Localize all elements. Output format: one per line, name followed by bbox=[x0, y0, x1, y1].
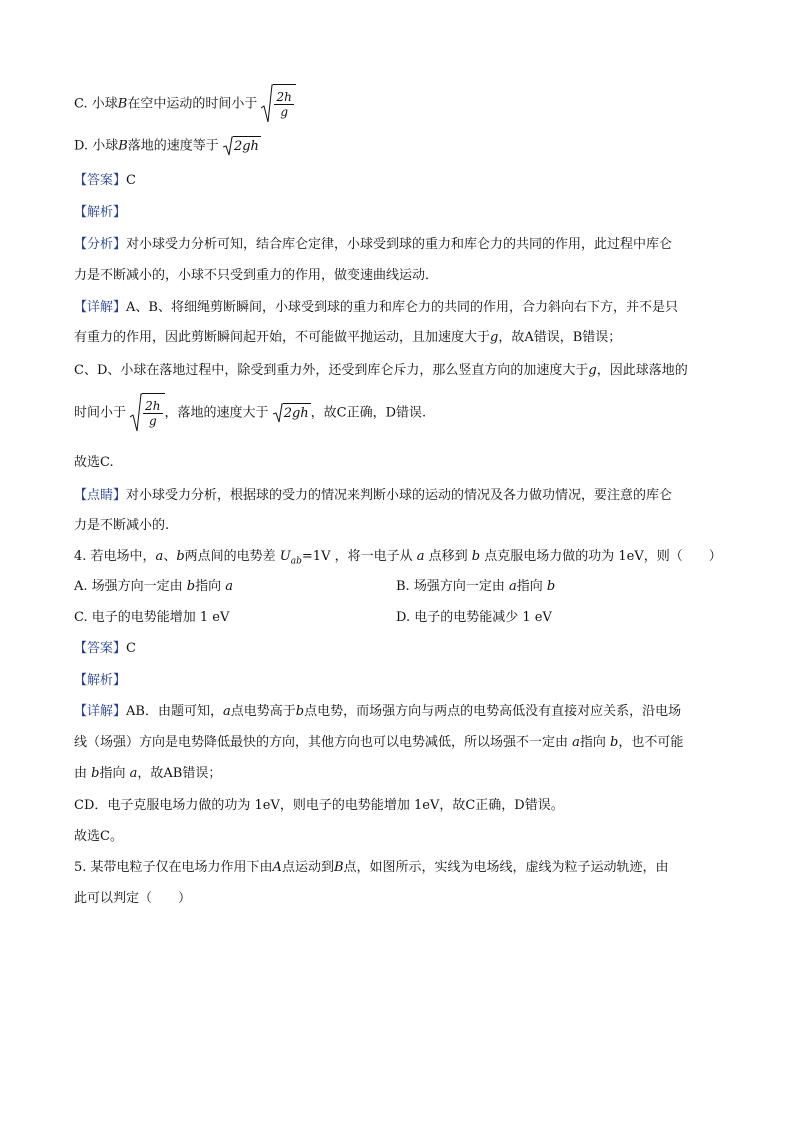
option-c-mid: 在空中运动的时间小于 bbox=[127, 96, 258, 112]
q4-stem bbox=[74, 549, 722, 570]
var-b: B bbox=[118, 138, 128, 154]
text: ，故C正确，D错误. bbox=[310, 405, 427, 421]
var-a: a bbox=[416, 549, 425, 564]
text: 指向 bbox=[516, 579, 547, 594]
sqrt-2h-over-g bbox=[261, 84, 295, 124]
q4-analysis-heading: 【解析】 bbox=[74, 673, 127, 688]
q3-xiangjie-line1 bbox=[74, 300, 678, 316]
q4-xiangjie-line3 bbox=[74, 766, 221, 782]
text: 点克服电场力做的功为 1eV，则（ ） bbox=[480, 549, 722, 564]
q4-conclusion: 故选C。 bbox=[74, 829, 123, 844]
radicand-text: 2gh bbox=[233, 138, 259, 154]
var: a bbox=[572, 735, 580, 750]
q3-fenxi-line1 bbox=[74, 237, 672, 253]
xiangjie-label: 【详解】 bbox=[74, 704, 127, 719]
text: C、D、小球在落地过程中，除受到重力外，还受到库仑斥力，那么竖直方向的加速度大于 bbox=[74, 363, 589, 378]
q3-option-c bbox=[74, 84, 296, 124]
q3-fenxi-line2: 力是不断减小的，小球不只受到重力的作用，做变速曲线运动． bbox=[74, 268, 439, 283]
q4-xiangjie-line4: CD．电子克服电场力做的功为 1eV，则电子的电势能增加 1eV，故C正确，D错误。 bbox=[74, 798, 564, 813]
q3-dianjing-line2: 力是不断减小的. bbox=[74, 518, 170, 533]
q4-xiangjie-line1 bbox=[74, 704, 681, 720]
var-a: A bbox=[272, 860, 282, 875]
q4-xiangjie-line2 bbox=[74, 735, 683, 751]
answer-label: 【答案】 bbox=[74, 641, 127, 656]
q3-dianjing-line1 bbox=[74, 488, 672, 504]
text: ，故A错误，B错误； bbox=[498, 330, 622, 345]
frac-num: 2h bbox=[276, 90, 292, 104]
var-g: g bbox=[588, 363, 597, 378]
option-c-text: C. 小球 bbox=[74, 96, 118, 112]
var: a bbox=[129, 766, 138, 781]
answer-value: C bbox=[126, 641, 136, 656]
var-b: B bbox=[117, 96, 128, 112]
var-g: g bbox=[490, 330, 499, 345]
q3-xiangjie-line2 bbox=[74, 330, 621, 346]
text: ，落地的速度大于 bbox=[164, 405, 269, 421]
q3-answer bbox=[74, 173, 136, 189]
text: 4. 若电场中， bbox=[74, 549, 156, 564]
xiangjie-text: A、B、将细绳剪断瞬间，小球受到球的重力和库仑力的共同的作用，合力斜向右下方，并不是只 bbox=[126, 300, 678, 315]
sqrt-2h-over-g bbox=[130, 393, 164, 433]
dianjing-text: 对小球受力分析，根据球的受力的情况来判断小球的运动的情况及各力做功情况，要注意的库仑 bbox=[126, 488, 673, 503]
xiangjie-label: 【详解】 bbox=[74, 300, 127, 315]
text: 5. 某带电粒子仅在电场力作用下由 bbox=[74, 860, 273, 875]
text: AB．由题可知， bbox=[126, 704, 223, 719]
dianjing-label: 【点睛】 bbox=[74, 488, 127, 503]
var-b: b bbox=[471, 549, 481, 564]
fenxi-label: 【分析】 bbox=[74, 237, 127, 252]
var: a bbox=[222, 704, 231, 719]
q4-answer bbox=[74, 641, 136, 657]
text: ，故AB错误； bbox=[137, 766, 222, 781]
text: 有重力的作用，因此剪断瞬间起开始，不可能做平抛运动，且加速度大于 bbox=[74, 330, 491, 345]
answer-value: C bbox=[126, 173, 136, 188]
sqrt-2gh bbox=[223, 136, 261, 156]
option-d-text: D. 小球 bbox=[74, 138, 119, 154]
text: ，因此球落地的 bbox=[596, 363, 688, 378]
q3-xiangjie-line3 bbox=[74, 363, 688, 379]
q3-analysis-heading: 【解析】 bbox=[74, 205, 127, 220]
frac-den: g bbox=[149, 414, 157, 428]
var: b bbox=[610, 735, 619, 750]
var-b: B bbox=[333, 860, 344, 875]
text: 指向 bbox=[195, 579, 226, 594]
var-b: b bbox=[176, 549, 185, 564]
text: 、 bbox=[163, 549, 177, 564]
frac-num: 2h bbox=[145, 399, 161, 413]
frac-den: g bbox=[280, 105, 288, 119]
q4-option-c: C. 电子的电势能增加 1 eV bbox=[74, 610, 230, 625]
text: 点电势，而场强方向与两点的电势高低没有直接对应关系，沿电场 bbox=[304, 704, 682, 719]
q4-option-a bbox=[74, 579, 233, 595]
fenxi-text: 对小球受力分析可知，结合库仑定律，小球受到球的重力和库仑力的共同的作用，此过程中库仑 bbox=[126, 237, 673, 252]
var-u: U bbox=[279, 549, 291, 564]
var: b bbox=[186, 579, 196, 594]
var-a: a bbox=[155, 549, 164, 564]
text: 点移到 bbox=[424, 549, 472, 564]
text: 点电势高于 bbox=[230, 704, 296, 719]
text: 时间小于 bbox=[74, 405, 127, 421]
var: a bbox=[508, 579, 517, 594]
text: 点，如图所示，实线为电场线，虚线为粒子运动轨迹，由 bbox=[343, 860, 669, 875]
var: b bbox=[91, 766, 100, 781]
text: 点运动到 bbox=[281, 860, 334, 875]
q5-stem-line1 bbox=[74, 860, 669, 876]
text: =1V ，将一电子从 bbox=[301, 549, 417, 564]
var: b bbox=[295, 704, 305, 719]
text: 由 bbox=[74, 766, 92, 781]
text: B. 场强方向一定由 bbox=[396, 579, 509, 594]
text: ，也不可能 bbox=[618, 735, 684, 750]
text: 指向 bbox=[579, 735, 611, 750]
var: a bbox=[225, 579, 234, 594]
subscript-ab: ab bbox=[290, 556, 302, 567]
q3-xiangjie-line4 bbox=[74, 393, 426, 433]
option-d-mid: 落地的速度等于 bbox=[127, 138, 219, 154]
q3-conclusion: 故选C. bbox=[74, 455, 114, 470]
text: 两点间的电势差 bbox=[184, 549, 280, 564]
var: b bbox=[546, 579, 556, 594]
q5-stem-line2: 此可以判定（ ） bbox=[74, 891, 192, 906]
q4-option-d: D. 电子的电势能减少 1 eV bbox=[396, 610, 552, 625]
answer-label: 【答案】 bbox=[74, 173, 127, 188]
text: 线（场强）方向是电势降低最快的方向，其他方向也可以电势减低，所以场强不一定由 bbox=[74, 735, 573, 750]
text: A. 场强方向一定由 bbox=[74, 579, 187, 594]
radicand-text: 2gh bbox=[283, 405, 309, 421]
text: 指向 bbox=[99, 766, 130, 781]
q3-option-d bbox=[74, 136, 261, 156]
sqrt-2gh bbox=[273, 403, 311, 423]
q4-option-b bbox=[396, 579, 555, 595]
